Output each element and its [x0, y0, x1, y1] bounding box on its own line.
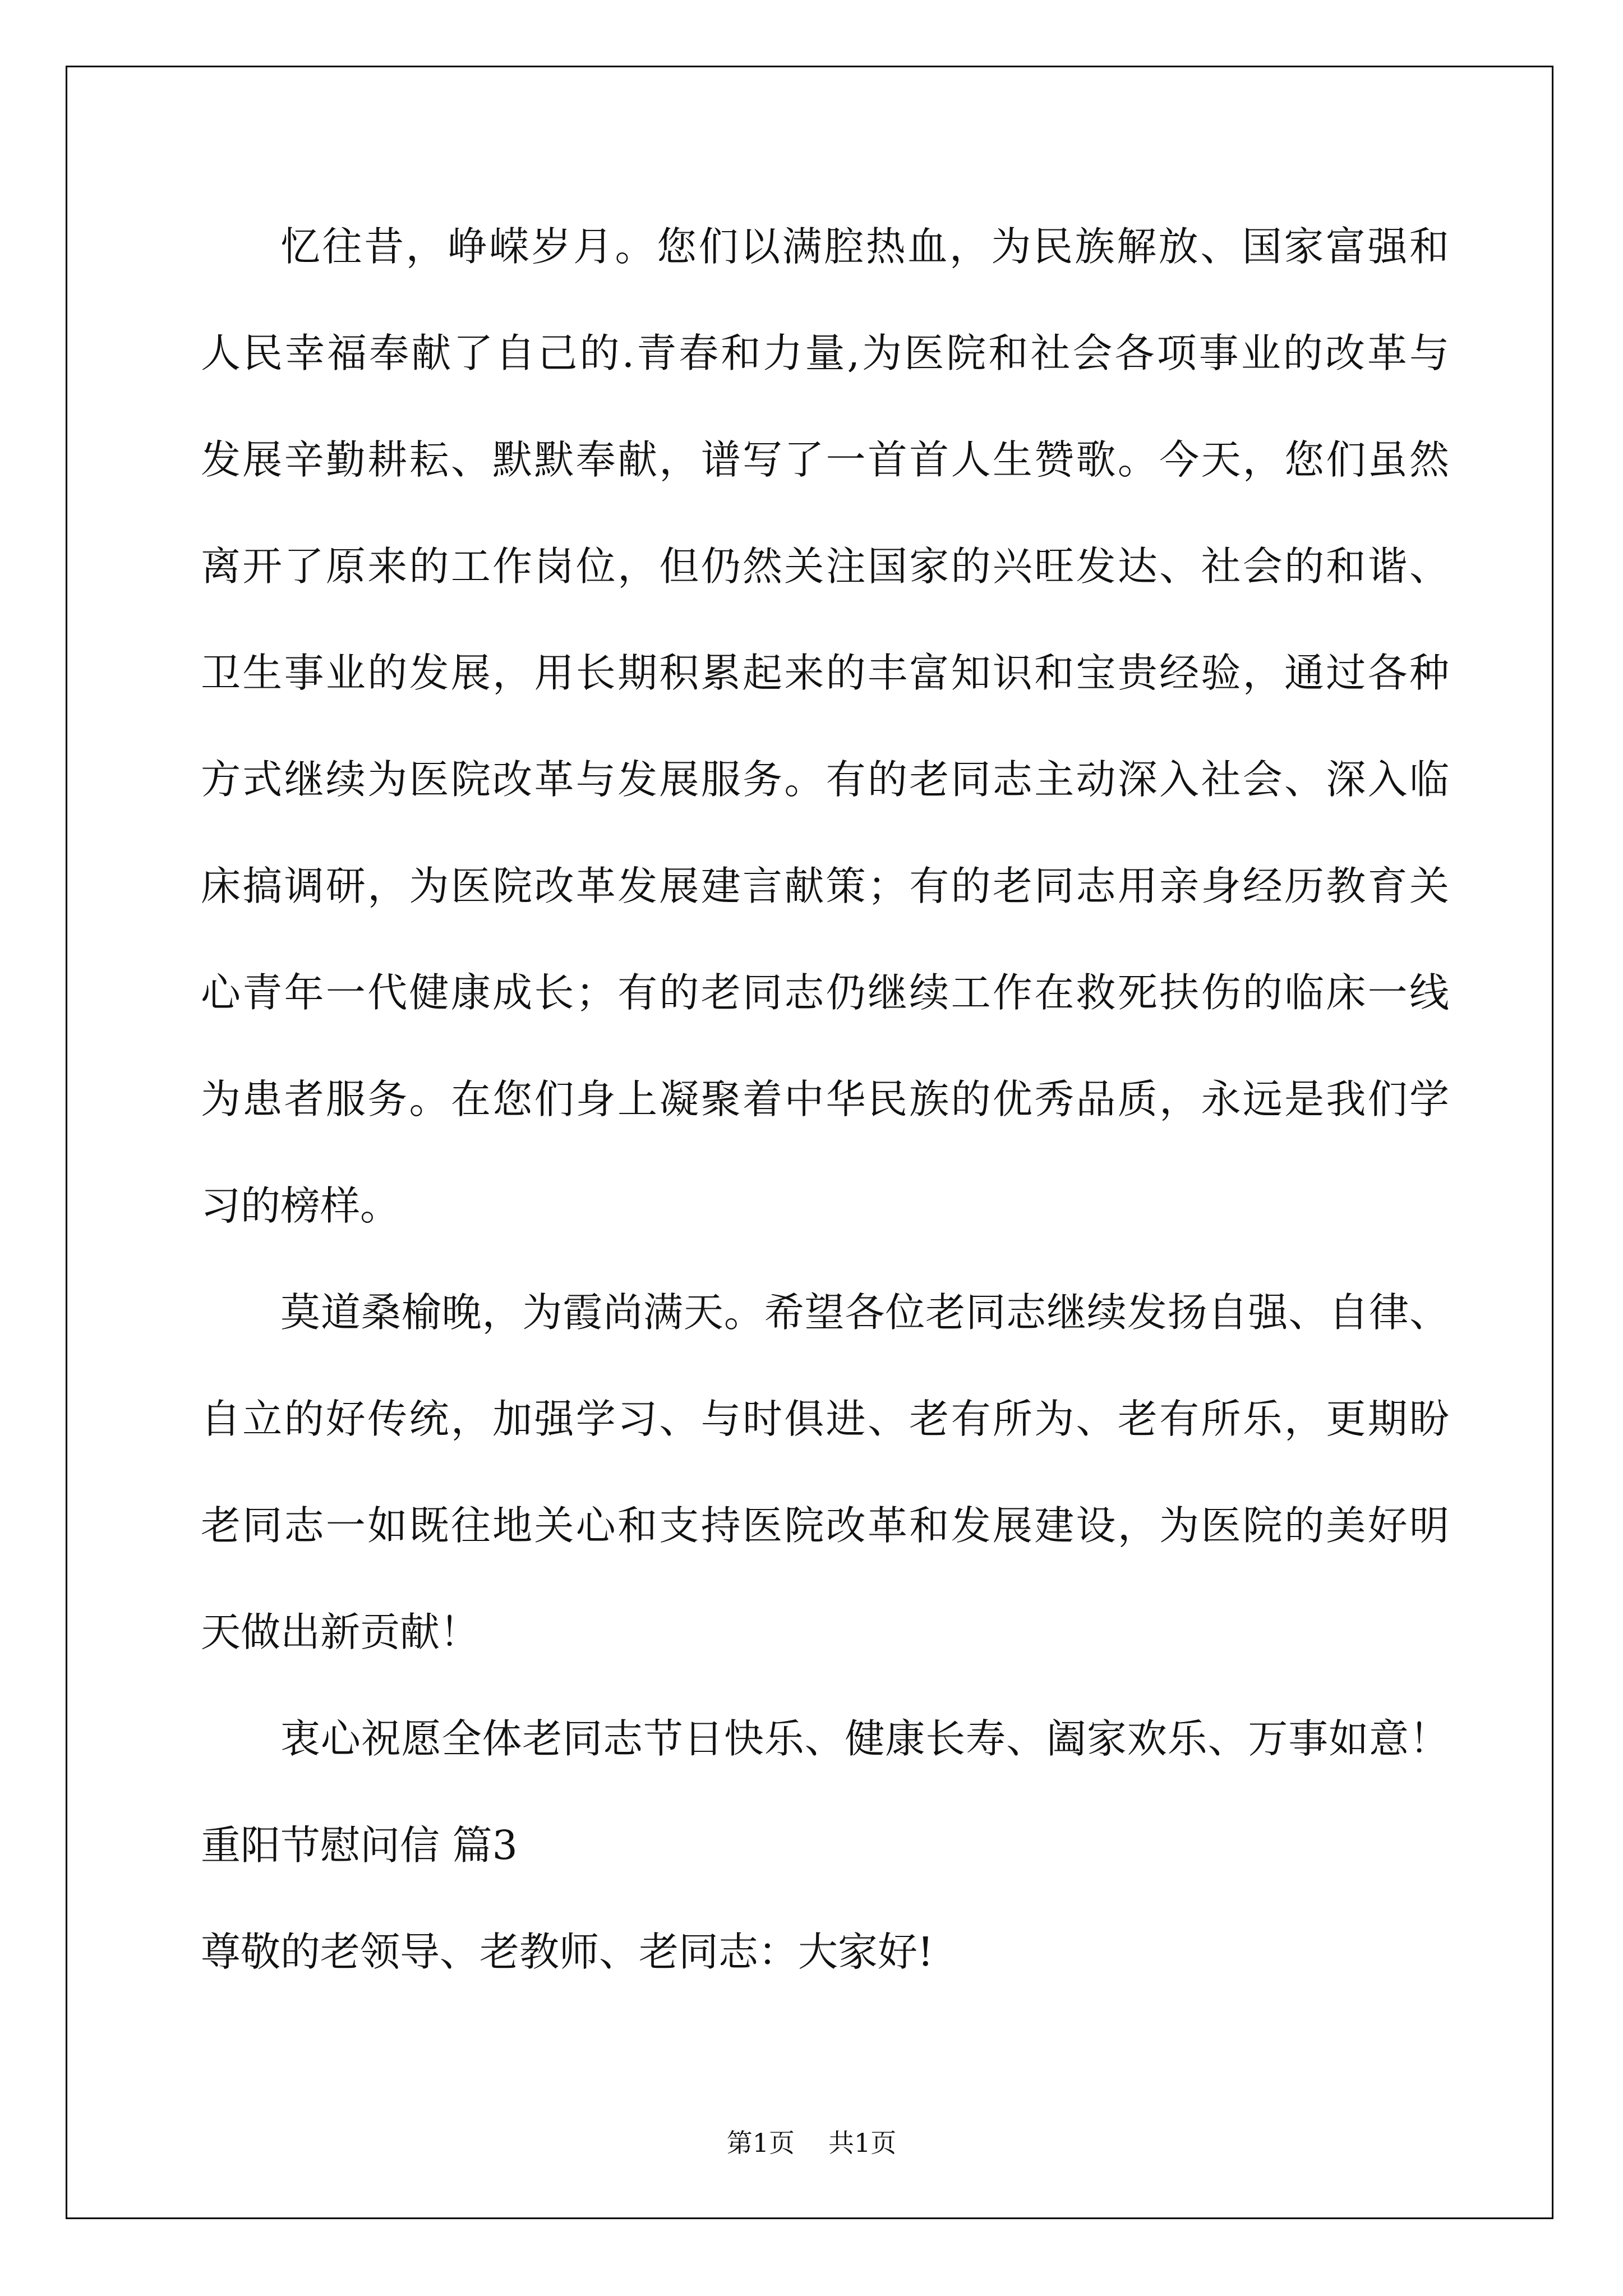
paragraph-line: 为患者服务。在您们身上凝聚着中华民族的优秀品质，永远是我们学 — [201, 1076, 1449, 1122]
section-heading: 重阳节慰问信 篇3 — [201, 1822, 518, 1869]
salutation-line: 尊敬的老领导、老教师、老同志：大家好! — [201, 1929, 934, 1975]
page-total: 共1页 — [828, 2128, 897, 2158]
paragraph-line: 天做出新贡献！ — [201, 1609, 480, 1655]
paragraph-line: 心青年一代健康成长；有的老同志仍继续工作在救死扶伤的临床一线 — [201, 969, 1449, 1016]
page-footer — [0, 2126, 1623, 2160]
paragraph-line: 忆往昔，峥嵘岁月。您们以满腔热血，为民族解放、国家富强和 — [280, 223, 1449, 270]
document-body — [201, 219, 1449, 2031]
page-number: 第1页 — [726, 2128, 795, 2158]
paragraph-line: 人民幸福奉献了自己的.青春和力量,为医院和社会各项事业的改革与 — [201, 330, 1449, 376]
paragraph-line: 衷心祝愿全体老同志节日快乐、健康长寿、阖家欢乐、万事如意！ — [280, 1715, 1449, 1762]
paragraph-line: 离开了原来的工作岗位，但仍然关注国家的兴旺发达、社会的和谐、 — [201, 543, 1449, 590]
paragraph-line: 发展辛勤耕耘、默默奉献，谱写了一首首人生赞歌。今天，您们虽然 — [201, 436, 1449, 483]
paragraph-line: 莫道桑榆晚，为霞尚满天。希望各位老同志继续发扬自强、自律、 — [280, 1289, 1449, 1336]
paragraph-line: 习的榜样。 — [201, 1182, 400, 1229]
paragraph-line: 方式继续为医院改革与发展服务。有的老同志主动深入社会、深入临 — [201, 756, 1449, 803]
paragraph-line: 卫生事业的发展，用长期积累起来的丰富知识和宝贵经验，通过各种 — [201, 650, 1449, 696]
paragraph-line: 自立的好传统，加强学习、与时俱进、老有所为、老有所乐，更期盼 — [201, 1396, 1449, 1442]
paragraph-line: 床搞调研，为医院改革发展建言献策；有的老同志用亲身经历教育关 — [201, 863, 1449, 909]
paragraph-line: 老同志一如既往地关心和支持医院改革和发展建设，为医院的美好明 — [201, 1502, 1449, 1549]
